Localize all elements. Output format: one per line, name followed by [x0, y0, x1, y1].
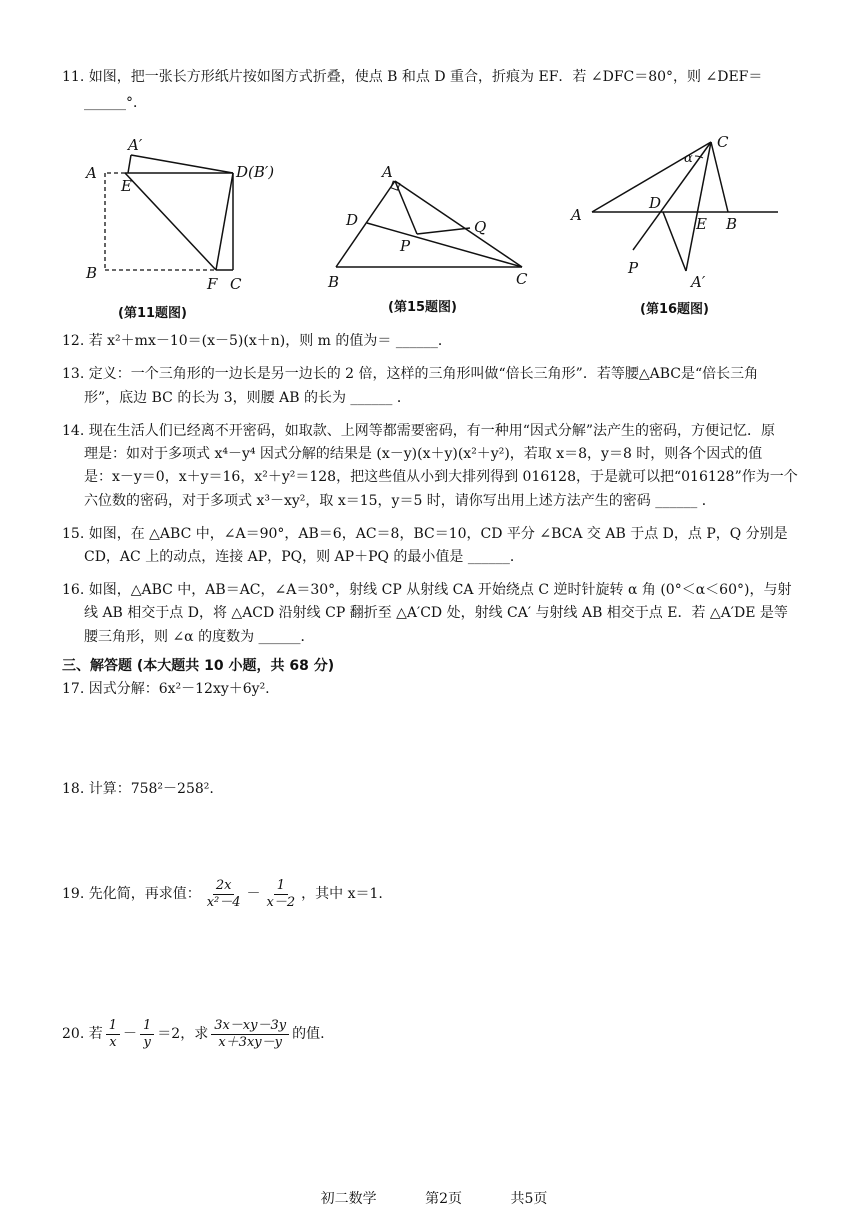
fig11-crease-ef	[125, 173, 216, 270]
q16-line1: 16. 如图，△ABC 中，AB＝AC，∠A＝30°，射线 CP 从射线 CA 开始绕点 C 逆时针旋转 α 角 (0°＜α＜60°)，与射	[62, 582, 792, 598]
fig16-label-alpha: α	[684, 151, 693, 166]
q19-suffix: ，其中 x＝1.	[301, 886, 383, 902]
fig11-fd	[216, 173, 233, 270]
q20	[62, 1016, 325, 1052]
q20-frac1-num: 1	[106, 1018, 120, 1035]
q20-fraction-1	[106, 1018, 120, 1051]
fig15-label-a: A	[382, 163, 393, 181]
fig15-pq	[417, 228, 470, 234]
q20-frac2-den: y	[143, 1034, 151, 1050]
fig15-label-p: P	[400, 237, 411, 255]
q20-suffix: 的值.	[292, 1026, 325, 1042]
q19-frac2-num: 1	[274, 878, 288, 895]
fig11-caption: (第11题图)	[118, 306, 187, 321]
q20-prefix: 20. 若	[62, 1026, 103, 1042]
fig16-caption: (第16题图)	[640, 302, 709, 317]
q19-minus: －	[246, 886, 261, 902]
q20-mid: ＝2，求	[157, 1026, 209, 1042]
q14-line2: 理是：如对于多项式 x⁴－y⁴ 因式分解的结果是 (x－y)(x＋y)(x²＋y²)，若取 x＝8，y＝8 时，则各个因式的值	[84, 446, 763, 462]
fig11-label-f: F	[207, 275, 218, 293]
q20-minus: －	[123, 1026, 137, 1042]
fig15-ac	[395, 181, 522, 267]
fig11-a1e	[128, 155, 131, 173]
figure-15	[320, 155, 540, 295]
q19-prefix: 19. 先化简，再求值：	[62, 886, 201, 902]
section-3-title: 三、解答题 (本大题共 10 小题，共 68 分)	[62, 658, 335, 674]
fig15-label-c: C	[516, 270, 528, 288]
q16-line3: 腰三角形，则 ∠α 的度数为 ______．	[84, 629, 315, 645]
fig15-label-q: Q	[474, 218, 487, 236]
q14-line4: 六位数的密码，对于多项式 x³－xy²，取 x＝15，y＝5 时，请你写出用上述方法产生的密码 ______ ．	[84, 493, 716, 509]
fig16-label-b: B	[726, 215, 738, 233]
fig16-label-c: C	[717, 133, 729, 151]
q19-frac1-den: x²－4	[206, 894, 241, 910]
fig11-label-e: E	[121, 177, 132, 195]
figure-11	[80, 128, 300, 298]
fig15-caption: (第15题图)	[388, 300, 457, 315]
fig11-label-a1: A′	[128, 136, 143, 154]
q20-fraction-3	[211, 1018, 289, 1051]
q20-frac1-den: x	[109, 1034, 117, 1050]
q17: 17. 因式分解：6x²－12xy＋6y².	[62, 681, 270, 697]
q20-frac3-den: x＋3xy－y	[218, 1034, 282, 1050]
q13-line1: 13. 定义：一个三角形的一边长是另一边长的 2 倍，这样的三角形叫做“倍长三角形”．若等腰△ABC是“倍长三角	[62, 366, 759, 382]
fig16-label-d: D	[649, 194, 662, 212]
fig16-label-a1: A′	[691, 273, 706, 291]
fig15-cd	[367, 223, 522, 267]
q12-line1: 12. 若 x²＋mx－10＝(x－5)(x＋n)，则 m 的值为＝ ______．	[62, 333, 452, 349]
fig11-top-a1d	[131, 155, 233, 173]
q15-line2: CD，AC 上的动点，连接 AP，PQ，则 AP＋PQ 的最小值是 ______．	[84, 549, 524, 565]
figure-16	[565, 128, 785, 298]
fig16-label-a: A	[571, 206, 582, 224]
footer-page: 第2页	[425, 1191, 462, 1207]
q15-line1: 15. 如图，在 △ABC 中，∠A＝90°，AB＝6，AC＝8，BC＝10，CD 平分 ∠BCA 交 AB 于点 D，点 P，Q 分别是	[62, 526, 788, 542]
q14-line1: 14. 现在生活人们已经离不开密码，如取款、上网等都需要密码，有一种用“因式分解”法产生的密码，方便记忆．原	[62, 423, 776, 439]
q19-fraction-2	[264, 878, 299, 911]
footer-total: 共5页	[510, 1191, 548, 1207]
fig16-label-p: P	[628, 259, 639, 277]
q19	[62, 876, 383, 912]
q11-line1: 11. 如图，把一张长方形纸片按如图方式折叠，使点 B 和点 D 重合，折痕为 EF．若 ∠DFC＝80°，则 ∠DEF＝	[62, 69, 763, 85]
fig16-da1	[663, 212, 686, 271]
fig16-cb	[711, 142, 728, 212]
footer-subject: 初二数学	[320, 1191, 377, 1207]
fig11-label-d: D(B′)	[236, 163, 275, 181]
page-footer	[0, 1188, 868, 1208]
q19-frac1-num: 2x	[213, 878, 235, 895]
fig15-label-b: B	[328, 273, 340, 291]
fig11-label-a: A	[86, 164, 97, 182]
q19-fraction-1	[204, 878, 244, 911]
q16-line2: 线 AB 相交于点 D，将 △ACD 沿射线 CP 翻折至 △A′CD 处，射线 CA′ 与射线 AB 相交于点 E．若 △A′DE 是等	[84, 605, 788, 621]
fig11-label-b: B	[86, 264, 98, 282]
fig15-label-d: D	[346, 211, 359, 229]
fig16-label-e: E	[696, 215, 707, 233]
q19-frac2-den: x－2	[266, 894, 296, 910]
q13-line2: 形”，底边 BC 的长为 3，则腰 AB 的长为 ______ ．	[84, 390, 411, 406]
q20-frac3-num: 3x－xy－3y	[211, 1018, 289, 1035]
q11-line2: ______°．	[84, 95, 147, 111]
q18: 18. 计算：758²－258².	[62, 781, 214, 797]
q20-frac2-num: 1	[140, 1018, 154, 1035]
q14-line3: 是：x－y＝0，x＋y＝16，x²＋y²＝128，把这些值从小到大排列得到 016128，于是就可以把“016128”作为一个	[84, 469, 798, 485]
fig15-ab	[336, 181, 395, 267]
q20-fraction-2	[140, 1018, 154, 1051]
fig11-label-c: C	[230, 275, 242, 293]
